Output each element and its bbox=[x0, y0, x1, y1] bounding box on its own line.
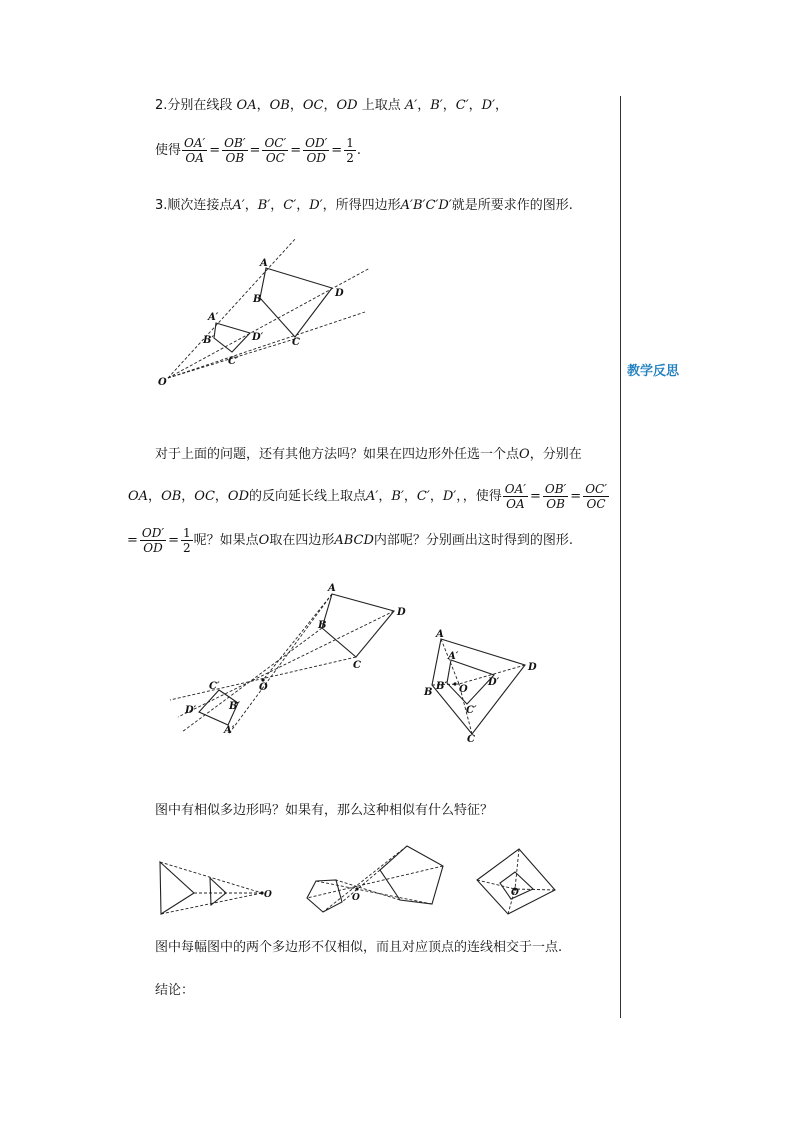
column-divider bbox=[620, 96, 621, 1018]
question-text-6: 取在四边形 bbox=[269, 533, 335, 548]
fraction-od: $\frac{OD'}{OD}$ bbox=[141, 526, 165, 555]
segment-oc: OC bbox=[302, 98, 324, 113]
segment-od: OD bbox=[227, 489, 250, 504]
point-c1: C′ bbox=[455, 98, 469, 113]
label-d: D bbox=[397, 607, 406, 618]
question-text-1: 对于上面的问题，还有其他方法吗？如果在四边形外任选一个点 bbox=[155, 447, 520, 462]
fraction-half: $\frac{1}{2}$ bbox=[346, 136, 354, 165]
fraction-oa: $\frac{OA'}{OA}$ bbox=[504, 482, 526, 511]
label-o: O bbox=[459, 684, 468, 695]
step2-so-that: 使得 bbox=[155, 143, 182, 158]
step2-line2: 使得 $\frac{OA'}{OA}$ = $\frac{OB'}{OB}$ = $\frac{OC'}{OC}$ = $\frac{OD'}{OD}$ = $\frac{1}{2}$ . bbox=[155, 136, 361, 165]
segment-oa: OA bbox=[236, 98, 257, 113]
point-b1: B′ bbox=[430, 98, 443, 113]
point-o: O bbox=[519, 447, 530, 462]
point-c1: C′ bbox=[283, 198, 297, 213]
label-b1: B′ bbox=[203, 335, 215, 346]
label-b: B bbox=[253, 294, 262, 305]
label-o: O bbox=[511, 888, 519, 898]
label-a1: A′ bbox=[208, 312, 219, 323]
segment-ob: OB bbox=[161, 489, 182, 504]
question-text-3: 的反向延长线上取点 bbox=[249, 489, 367, 504]
label-d: D bbox=[335, 288, 344, 299]
figure-homothety-outside bbox=[150, 230, 390, 390]
point-d1: D′ bbox=[442, 489, 457, 504]
fraction-half: $\frac{1}{2}$ bbox=[183, 526, 191, 555]
step3-post: 就是所要求作的图形. bbox=[451, 198, 573, 213]
question-text-5: 呢？如果点 bbox=[193, 533, 259, 548]
label-d: D bbox=[528, 662, 537, 673]
point-b1: B′ bbox=[391, 489, 404, 504]
step3-prefix: 3.顺次连接点 bbox=[155, 198, 233, 213]
quad-a1b1c1d1: A′B′C′D′ bbox=[400, 198, 452, 213]
label-a: A bbox=[328, 583, 336, 594]
point-d1: D′ bbox=[481, 98, 496, 113]
point-a1: A′ bbox=[366, 489, 379, 504]
statement: 图中每幅图中的两个多边形不仅相似，而且对应顶点的连线相交于一点. bbox=[155, 940, 563, 955]
label-a: A bbox=[436, 629, 444, 640]
question-text-2: ，分别在 bbox=[529, 447, 582, 462]
point-o: O bbox=[258, 533, 270, 548]
fraction-oc: $\frac{OC'}{OC}$ bbox=[585, 482, 607, 511]
point-d1: D′ bbox=[309, 198, 323, 213]
label-c1: C′ bbox=[466, 705, 477, 716]
label-c: C bbox=[467, 734, 475, 745]
step3-line: 3.顺次连接点A′，B′，C′，D′，所得四边形A′B′C′D′就是所要求作的图形. bbox=[155, 198, 573, 213]
label-b: B bbox=[424, 687, 433, 698]
label-a1: A′ bbox=[224, 725, 235, 736]
label-a: A bbox=[260, 258, 268, 269]
point-a1: A′ bbox=[404, 98, 418, 113]
fraction-oc: $\frac{OC'}{OC}$ bbox=[264, 136, 287, 165]
quad-abcd: ABCD bbox=[334, 533, 374, 548]
question-line2: OA，OB，OC，OD的反向延长线上取点A′，B′，C′，D′，，使得 $\frac{OA'}{OA}$ = $\frac{OB'}{OB}$ = $\frac{OC'}{OC}$ bbox=[128, 482, 607, 511]
label-d1: D′ bbox=[488, 677, 500, 688]
step2-mid: 上取点 bbox=[361, 98, 401, 113]
label-b: B bbox=[318, 620, 327, 631]
question-text-4: ，使得 bbox=[462, 489, 502, 504]
similar-question: 图中有相似多边形吗？如果有，那么这种相似有什么特征？ bbox=[155, 803, 494, 818]
label-o: O bbox=[259, 682, 268, 693]
question-line3: = $\frac{OD'}{OD}$ = $\frac{1}{2}$ 呢？如果点O取在四边形ABCD内部呢？分别画出这时得到的图形. bbox=[127, 526, 574, 555]
label-o: O bbox=[264, 890, 272, 900]
conclusion-label: 结论： bbox=[155, 983, 195, 998]
fraction-oa: $\frac{OA'}{OA}$ bbox=[184, 136, 206, 165]
fraction-ob: $\frac{OB'}{OB}$ bbox=[544, 482, 567, 511]
point-b1: B′ bbox=[257, 198, 271, 213]
question-line1 bbox=[155, 446, 582, 464]
step2-line1: 2.分别在线段 OA，OB，OC，OD 上取点 A′，B′，C′，D′， bbox=[155, 98, 509, 113]
label-a1: A′ bbox=[448, 651, 459, 662]
label-b1: B′ bbox=[229, 701, 241, 712]
segment-od: OD bbox=[336, 98, 358, 113]
label-c: C bbox=[353, 660, 361, 671]
sidebar-title: 教学反思 bbox=[627, 364, 680, 379]
figure-homothety-inside bbox=[415, 625, 545, 745]
label-b1: B′ bbox=[436, 681, 448, 692]
fraction-od: $\frac{OD'}{OD}$ bbox=[305, 136, 328, 165]
segment-oc: OC bbox=[194, 489, 215, 504]
point-a1: A′ bbox=[232, 198, 245, 213]
segment-oa: OA bbox=[128, 489, 149, 504]
label-c: C bbox=[292, 337, 300, 348]
label-d1: D′ bbox=[185, 705, 197, 716]
point-c1: C′ bbox=[416, 489, 430, 504]
step2-prefix: 2.分别在线段 bbox=[155, 98, 233, 113]
fraction-ob: $\frac{OB'}{OB}$ bbox=[224, 136, 246, 165]
figure-examples-row bbox=[150, 840, 560, 920]
question-text-7: 内部呢？分别画出这时得到的图形. bbox=[373, 533, 574, 548]
label-o: O bbox=[158, 377, 167, 388]
label-d1: D′ bbox=[252, 332, 264, 343]
label-c1: C′ bbox=[209, 681, 220, 692]
label-c1: C′ bbox=[228, 356, 239, 367]
figure-homothety-reversed bbox=[160, 575, 410, 745]
step3-mid: 所得四边形 bbox=[335, 198, 401, 213]
point-o-dot bbox=[453, 682, 456, 685]
label-o: O bbox=[352, 893, 360, 903]
segment-ob: OB bbox=[269, 98, 290, 113]
